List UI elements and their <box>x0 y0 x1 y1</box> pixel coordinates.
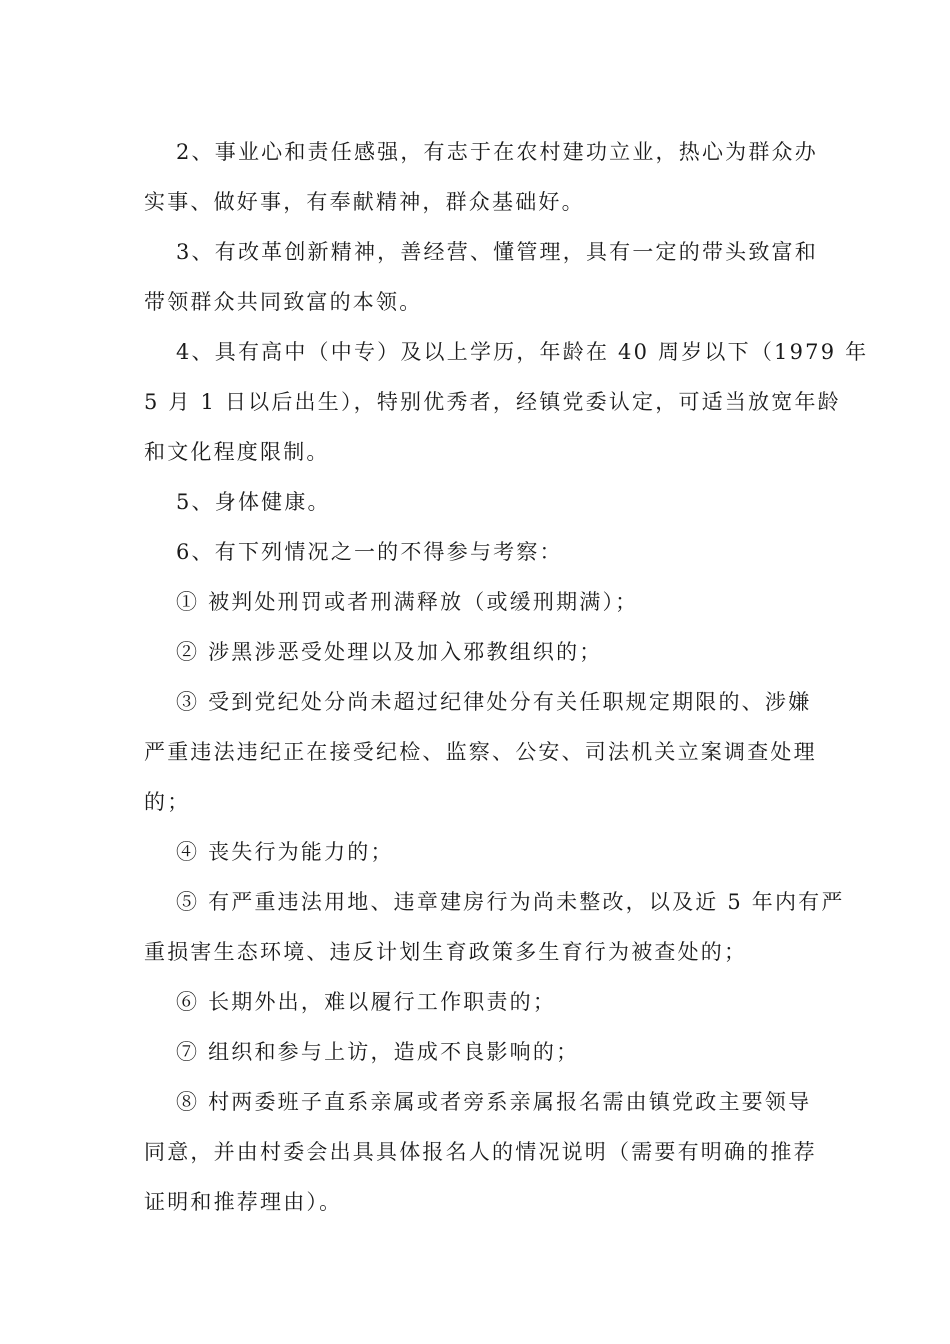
subitem-3-line-1: ③ 受到党纪处分尚未超过纪律处分有关任职规定期限的、涉嫌 <box>176 690 812 714</box>
subitem-8-line-1: ⑧ 村两委班子直系亲属或者旁系亲属报名需由镇党政主要领导 <box>176 1090 812 1114</box>
subitem-6: ⑥ 长期外出，难以履行工作职责的； <box>176 990 557 1014</box>
item-3-line-1: 3、有改革创新精神，善经营、懂管理，具有一定的带头致富和 <box>176 240 818 264</box>
subitem-8-line-2: 同意，并由村委会出具具体报名人的情况说明（需要有明确的推荐 <box>144 1140 817 1164</box>
item-6-line-1: 6、有下列情况之一的不得参与考察： <box>176 540 563 564</box>
item-4-line-3: 和文化程度限制。 <box>144 440 330 464</box>
subitem-1: ① 被判处刑罚或者刑满释放（或缓刑期满）； <box>176 590 639 614</box>
subitem-8-line-3: 证明和推荐理由）。 <box>144 1190 343 1214</box>
item-4-line-2: 5 月 1 日以后出生），特别优秀者，经镇党委认定，可适当放宽年龄 <box>144 390 841 414</box>
subitem-2: ② 涉黑涉恶受处理以及加入邪教组织的； <box>176 640 603 664</box>
item-4-line-1: 4、具有高中（中专）及以上学历，年龄在 40 周岁以下（1979 年 <box>176 340 869 364</box>
subitem-7: ⑦ 组织和参与上访，造成不良影响的； <box>176 1040 580 1064</box>
item-3-line-2: 带领群众共同致富的本领。 <box>144 290 423 314</box>
item-2-line-2: 实事、做好事，有奉献精神，群众基础好。 <box>144 190 585 214</box>
subitem-5-line-1: ⑤ 有严重违法用地、违章建房行为尚未整改，以及近 5 年内有严 <box>176 890 845 914</box>
subitem-3-line-2: 严重违法违纪正在接受纪检、监察、公安、司法机关立案调查处理 <box>144 740 817 764</box>
subitem-3-line-3: 的； <box>144 790 191 814</box>
subitem-5-line-2: 重损害生态环境、违反计划生育政策多生育行为被查处的； <box>144 940 748 964</box>
item-5-line-1: 5、身体健康。 <box>176 490 331 514</box>
subitem-4: ④ 丧失行为能力的； <box>176 840 394 864</box>
item-2-line-1: 2、事业心和责任感强，有志于在农村建功立业，热心为群众办 <box>176 140 818 164</box>
